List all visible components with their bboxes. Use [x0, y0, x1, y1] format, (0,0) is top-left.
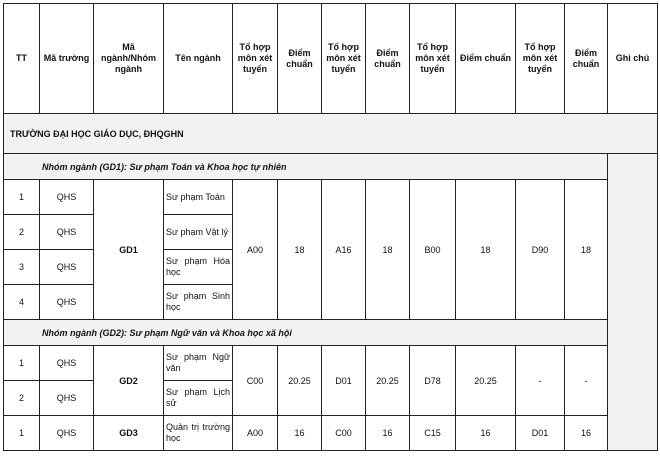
tt-cell: 3	[4, 250, 40, 285]
header-score-3: Điểm chuẩn	[456, 4, 516, 114]
group-row	[4, 154, 658, 180]
school-row	[4, 114, 658, 154]
combo-cell: A16	[322, 180, 366, 320]
major-name-cell: Sư phạm Hóa học	[164, 250, 233, 285]
school-code-cell: QHS	[40, 416, 94, 451]
admission-score-sheet	[3, 3, 657, 460]
score-cell: 18	[366, 180, 410, 320]
major-code-cell: GD2	[94, 346, 164, 416]
table-row	[4, 416, 658, 451]
header-score-4: Điểm chuẩn	[565, 4, 608, 114]
combo-cell: -	[516, 346, 565, 416]
tt-cell: 1	[4, 416, 40, 451]
school-code-cell: QHS	[40, 285, 94, 320]
school-code-cell: QHS	[40, 346, 94, 381]
combo-cell: C15	[410, 416, 456, 451]
school-code-cell: QHS	[40, 381, 94, 416]
school-code-cell: QHS	[40, 215, 94, 250]
combo-cell: C00	[322, 416, 366, 451]
score-cell: 18	[456, 180, 516, 320]
combo-cell: B00	[410, 180, 456, 320]
header-major-code: Mã ngành/Nhóm ngành	[94, 4, 164, 114]
tt-cell: 4	[4, 285, 40, 320]
group-title: Nhóm ngành (GD2): Sư phạm Ngữ văn và Khoa học xã hội	[4, 320, 608, 346]
group-title: Nhóm ngành (GD1): Sư phạm Toán và Khoa học tự nhiên	[4, 154, 608, 180]
school-code-cell: QHS	[40, 250, 94, 285]
score-cell: 20.25	[456, 346, 516, 416]
header-score-2: Điểm chuẩn	[366, 4, 410, 114]
tt-cell: 1	[4, 346, 40, 381]
combo-cell: D90	[516, 180, 565, 320]
header-tt: TT	[4, 4, 40, 114]
group-row	[4, 320, 658, 346]
score-cell: 18	[565, 180, 608, 320]
header-combo-2: Tổ hợp môn xét tuyển	[322, 4, 366, 114]
school-name: TRƯỜNG ĐẠI HỌC GIÁO DỤC, ĐHQGHN	[4, 114, 658, 154]
major-name-cell: Sư phạm Vật lý	[164, 215, 233, 250]
header-combo-3: Tổ hợp môn xét tuyển	[410, 4, 456, 114]
header-school-code: Mã trường	[40, 4, 94, 114]
score-cell: -	[565, 346, 608, 416]
header-row	[4, 4, 658, 114]
combo-cell: A00	[233, 180, 278, 320]
score-cell: 16	[366, 416, 410, 451]
notes-cell	[608, 154, 658, 451]
combo-cell: A00	[233, 416, 278, 451]
combo-cell: D01	[322, 346, 366, 416]
header-major-name: Tên ngành	[164, 4, 233, 114]
admission-score-table	[3, 3, 658, 451]
table-row	[4, 180, 658, 215]
major-code-cell: GD3	[94, 416, 164, 451]
major-name-cell: Sư phạm Toán	[164, 180, 233, 215]
tt-cell: 2	[4, 215, 40, 250]
table-row	[4, 346, 658, 381]
score-cell: 16	[278, 416, 322, 451]
major-name-cell: Sư phạm Ngữ văn	[164, 346, 233, 381]
header-notes: Ghi chú	[608, 4, 658, 114]
score-cell: 20.25	[366, 346, 410, 416]
major-name-cell: Quản trị trường học	[164, 416, 233, 451]
score-cell: 16	[456, 416, 516, 451]
combo-cell: C00	[233, 346, 278, 416]
score-cell: 16	[565, 416, 608, 451]
combo-cell: D01	[516, 416, 565, 451]
combo-cell: D78	[410, 346, 456, 416]
score-cell: 20.25	[278, 346, 322, 416]
tt-cell: 1	[4, 180, 40, 215]
major-name-cell: Sư phạm Sinh học	[164, 285, 233, 320]
header-score-1: Điểm chuẩn	[278, 4, 322, 114]
header-combo-1: Tổ hợp môn xét tuyển	[233, 4, 278, 114]
major-name-cell: Sư phạm Lịch sử	[164, 381, 233, 416]
tt-cell: 2	[4, 381, 40, 416]
score-cell: 18	[278, 180, 322, 320]
school-code-cell: QHS	[40, 180, 94, 215]
major-code-cell: GD1	[94, 180, 164, 320]
header-combo-4: Tổ hợp môn xét tuyển	[516, 4, 565, 114]
